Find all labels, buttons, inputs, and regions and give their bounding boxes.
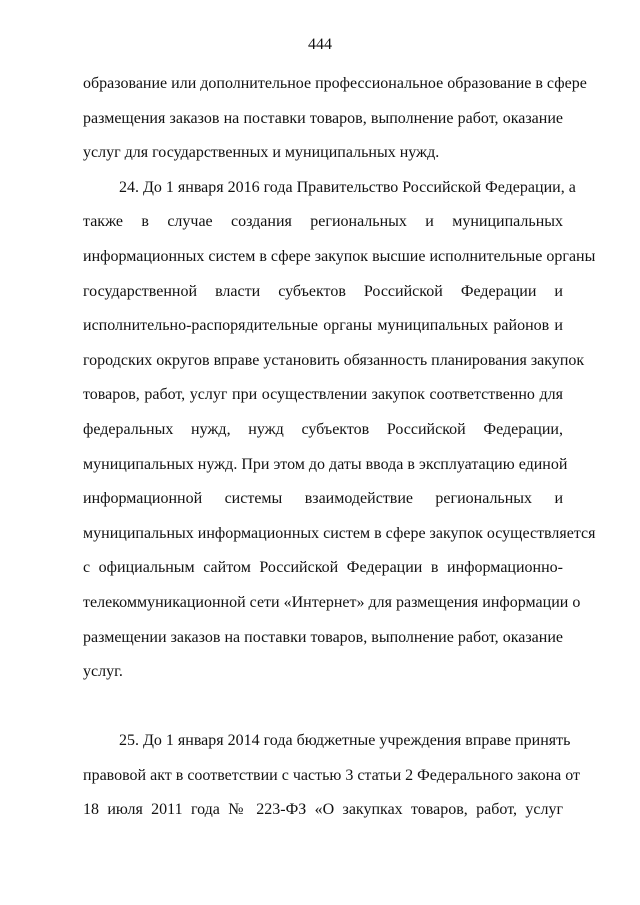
text-line: размещения заказов на поставки товаров, выполнение работ, оказание xyxy=(83,109,563,127)
paragraph-gap xyxy=(83,690,563,725)
text-line: также в случае создания региональных и муниципальных xyxy=(83,213,563,231)
text-line: муниципальных информационных систем в сфере закупок осуществляется xyxy=(83,524,596,542)
text-line: государственной власти субъектов Российской Федерации и xyxy=(83,282,563,300)
text-line: с официальным сайтом Российской Федерации в информационно- xyxy=(83,559,563,577)
text-line: 25. До 1 января 2014 года бюджетные учреждения вправе принять xyxy=(119,732,571,750)
text-line: правовой акт в соответствии с частью 3 статьи 2 Федерального закона от xyxy=(83,766,581,784)
document-body xyxy=(83,67,596,828)
text-line: товаров, работ, услуг при осуществлении закупок соответственно для xyxy=(83,386,563,404)
text-line: услуг. xyxy=(83,663,123,681)
text-line: информационной системы взаимодействие региональных и xyxy=(83,490,563,508)
text-line: образование или дополнительное профессиональное образование в сфере xyxy=(83,75,587,92)
text-line: городских округов вправе установить обязанность планирования закупок xyxy=(83,351,585,369)
text-line: муниципальных нужд. При этом до даты ввода в эксплуатацию единой xyxy=(83,455,568,473)
text-line: информационных систем в сфере закупок высшие исполнительные органы xyxy=(83,247,596,265)
text-line: 18 июля 2011 года № 223-ФЗ «О закупках товаров, работ, услуг xyxy=(83,801,563,819)
text-line: федеральных нужд, нужд субъектов Российской Федерации, xyxy=(83,420,563,438)
text-line: размещении заказов на поставки товаров, выполнение работ, оказание xyxy=(83,628,563,646)
text-line: исполнительно-распорядительные органы муниципальных районов и xyxy=(83,317,563,335)
text-line: телекоммуникационной сети «Интернет» для размещения информации о xyxy=(83,593,581,611)
text-line: услуг для государственных и муниципальных нужд. xyxy=(83,144,440,162)
page-number: 444 xyxy=(308,36,332,53)
text-line: 24. До 1 января 2016 года Правительство Российской Федерации, а xyxy=(119,178,576,196)
